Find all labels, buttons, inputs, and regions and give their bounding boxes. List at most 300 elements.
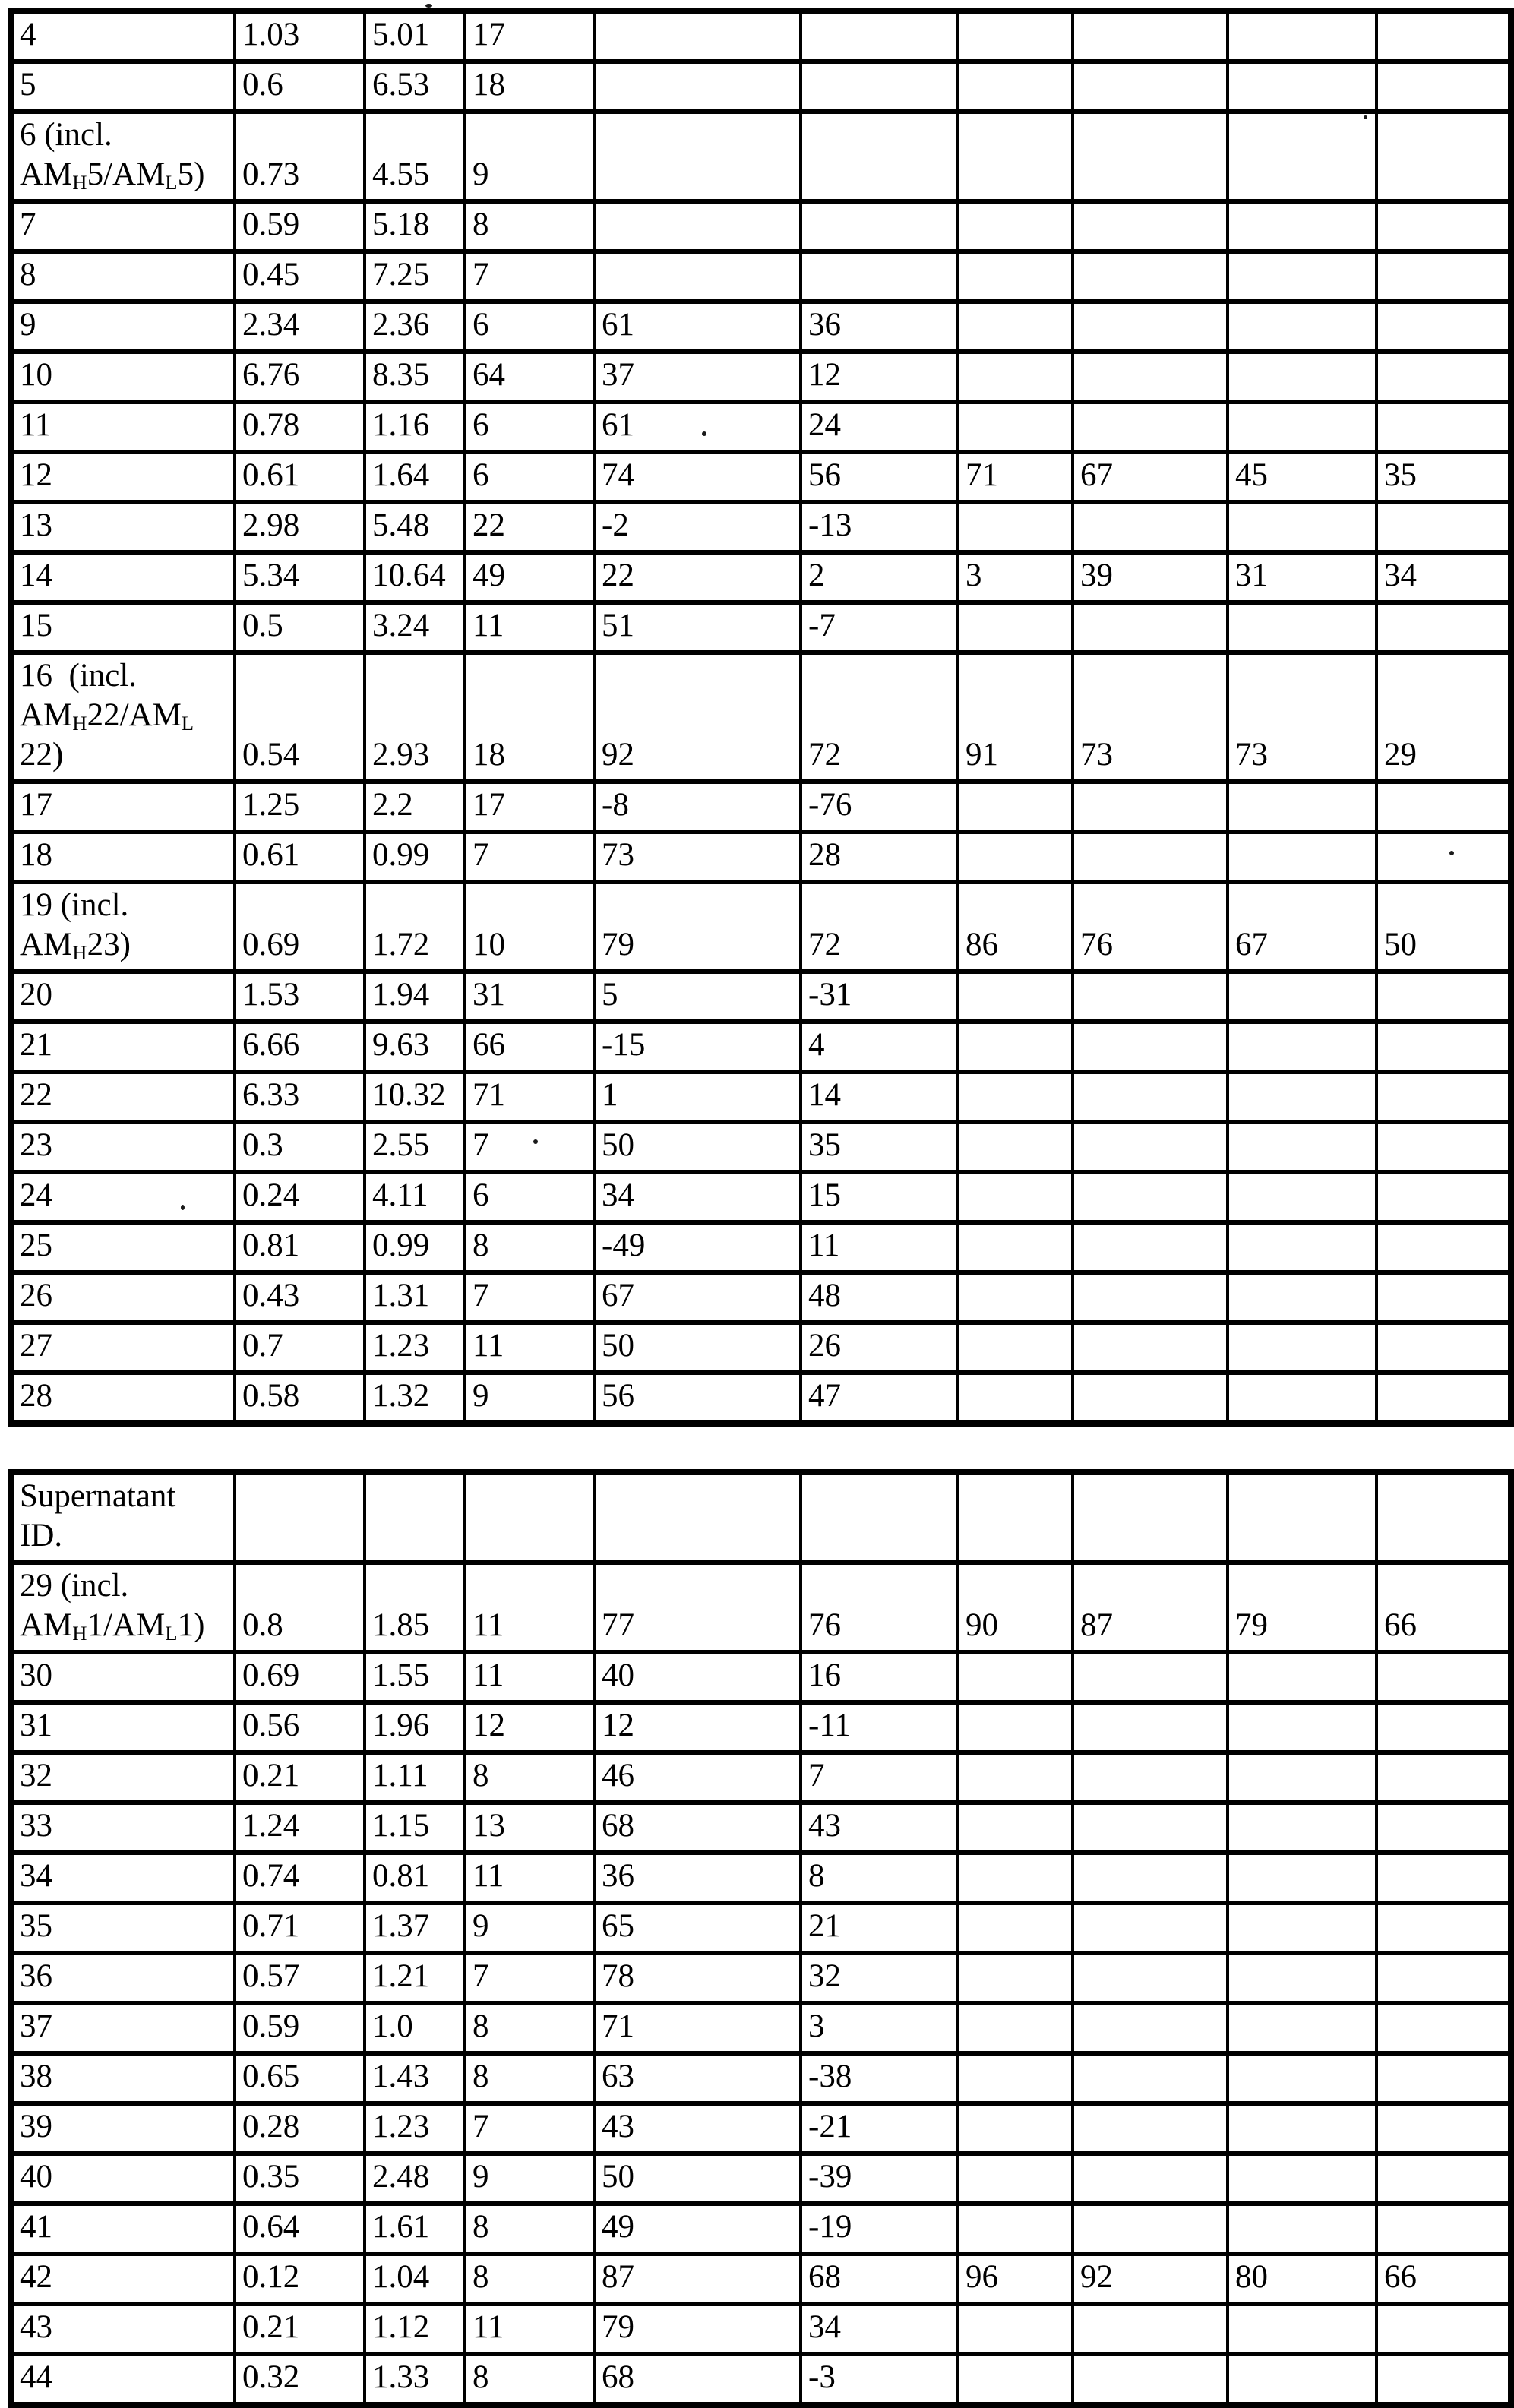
results-table-upper <box>8 8 1514 1427</box>
value-cell: 68 <box>801 2254 958 2304</box>
value-cell <box>1377 602 1511 653</box>
value-cell: 78 <box>594 1953 801 2003</box>
row-label: 19 (incl. $AM_H23$) <box>11 882 235 972</box>
table-row <box>11 972 1511 1022</box>
table-row <box>11 1953 1511 2003</box>
value-cell <box>958 2003 1073 2053</box>
value-cell <box>1228 1803 1377 1853</box>
value-cell: 6 <box>465 402 594 452</box>
value-cell <box>958 1953 1073 2003</box>
value-cell: 0.35 <box>235 2154 365 2204</box>
table-row <box>11 2053 1511 2103</box>
value-cell: 10.64 <box>365 552 465 602</box>
value-cell <box>1228 2304 1377 2354</box>
value-cell: 46 <box>594 1752 801 1803</box>
value-cell: 48 <box>801 1272 958 1323</box>
value-cell: 3 <box>958 552 1073 602</box>
value-cell <box>958 251 1073 302</box>
value-cell: 66 <box>465 1022 594 1072</box>
value-cell: 1.31 <box>365 1272 465 1323</box>
value-cell <box>1073 782 1228 832</box>
value-cell <box>958 11 1073 62</box>
value-cell <box>958 1652 1073 1702</box>
value-cell <box>1073 1652 1228 1702</box>
value-cell: 31 <box>1228 552 1377 602</box>
value-cell: 2 <box>801 552 958 602</box>
value-cell <box>1073 2154 1228 2204</box>
value-cell: 0.65 <box>235 2053 365 2103</box>
value-cell: 1.85 <box>365 1563 465 1652</box>
value-cell <box>1228 1853 1377 1903</box>
value-cell <box>958 112 1073 201</box>
value-cell <box>1073 1072 1228 1122</box>
value-cell: 11 <box>465 1323 594 1373</box>
value-cell <box>958 1752 1073 1803</box>
value-cell <box>1073 62 1228 112</box>
value-cell <box>594 201 801 251</box>
row-label: 26 <box>11 1272 235 1323</box>
value-cell: 86 <box>958 882 1073 972</box>
row-label: 29 (incl. $AM_H1/AM_L1$) <box>11 1563 235 1652</box>
value-cell: 8 <box>465 201 594 251</box>
value-cell: 68 <box>594 2354 801 2405</box>
value-cell: 6 <box>465 1172 594 1222</box>
row-label: 41 <box>11 2204 235 2254</box>
value-cell: 50 <box>594 1323 801 1373</box>
value-cell <box>958 832 1073 882</box>
value-cell: 1.61 <box>365 2204 465 2254</box>
value-cell <box>1228 1172 1377 1222</box>
value-cell: 5.34 <box>235 552 365 602</box>
value-cell: 1.23 <box>365 1323 465 1373</box>
value-cell <box>958 2103 1073 2154</box>
value-cell: 8 <box>801 1853 958 1903</box>
value-cell <box>1228 832 1377 882</box>
value-cell: 0.32 <box>235 2354 365 2405</box>
table-row <box>11 2254 1511 2304</box>
value-cell <box>801 62 958 112</box>
value-cell <box>958 402 1073 452</box>
value-cell <box>1377 2304 1511 2354</box>
value-cell: 73 <box>594 832 801 882</box>
value-cell: 11 <box>465 2304 594 2354</box>
value-cell <box>1228 2204 1377 2254</box>
table-row <box>11 402 1511 452</box>
table-row <box>11 1752 1511 1803</box>
value-cell <box>1228 1072 1377 1122</box>
value-cell <box>958 2304 1073 2354</box>
value-cell: 28 <box>801 832 958 882</box>
value-cell <box>1073 1122 1228 1172</box>
value-cell <box>1228 1022 1377 1072</box>
value-cell: 0.45 <box>235 251 365 302</box>
value-cell <box>1228 352 1377 402</box>
table-row <box>11 882 1511 972</box>
value-cell <box>365 1472 465 1563</box>
table-row <box>11 1563 1511 1652</box>
value-cell <box>1377 1702 1511 1752</box>
value-cell: 51 <box>594 602 801 653</box>
value-cell: 1.72 <box>365 882 465 972</box>
value-cell <box>465 1472 594 1563</box>
value-cell: 0.99 <box>365 1222 465 1272</box>
value-cell <box>1228 251 1377 302</box>
value-cell: -21 <box>801 2103 958 2154</box>
value-cell <box>1073 2053 1228 2103</box>
value-cell <box>1228 402 1377 452</box>
value-cell: 6 <box>465 302 594 352</box>
value-cell: 1.15 <box>365 1803 465 1853</box>
value-cell: 50 <box>594 1122 801 1172</box>
value-cell <box>1228 2354 1377 2405</box>
value-cell <box>1228 1652 1377 1702</box>
value-cell <box>1228 2103 1377 2154</box>
value-cell: 1.03 <box>235 11 365 62</box>
value-cell <box>1073 1222 1228 1272</box>
value-cell <box>958 1903 1073 1953</box>
value-cell <box>1073 1752 1228 1803</box>
value-cell: 66 <box>1377 1563 1511 1652</box>
value-cell: 56 <box>594 1373 801 1424</box>
value-cell: 91 <box>958 653 1073 782</box>
value-cell <box>958 1022 1073 1072</box>
value-cell: 2.34 <box>235 302 365 352</box>
value-cell <box>1377 1903 1511 1953</box>
value-cell: 24 <box>801 402 958 452</box>
value-cell <box>1073 11 1228 62</box>
value-cell <box>958 2154 1073 2204</box>
row-label: 10 <box>11 352 235 402</box>
table-row <box>11 452 1511 502</box>
value-cell: 10.32 <box>365 1072 465 1122</box>
value-cell: 0.81 <box>365 1853 465 1903</box>
value-cell: 10 <box>465 882 594 972</box>
table-row <box>11 602 1511 653</box>
value-cell <box>1228 1953 1377 2003</box>
value-cell: -39 <box>801 2154 958 2204</box>
value-cell: 8.35 <box>365 352 465 402</box>
value-cell: -76 <box>801 782 958 832</box>
value-cell: 11 <box>465 602 594 653</box>
table-row <box>11 1022 1511 1072</box>
value-cell: 17 <box>465 782 594 832</box>
value-cell: 36 <box>801 302 958 352</box>
value-cell <box>958 1072 1073 1122</box>
value-cell <box>958 2354 1073 2405</box>
value-cell: 7 <box>801 1752 958 1803</box>
value-cell: 15 <box>801 1172 958 1222</box>
value-cell: 8 <box>465 2254 594 2304</box>
value-cell <box>594 62 801 112</box>
row-label: 24 <box>11 1172 235 1222</box>
value-cell: 8 <box>465 2053 594 2103</box>
value-cell <box>235 1472 365 1563</box>
value-cell: 0.64 <box>235 2204 365 2254</box>
value-cell: 9 <box>465 112 594 201</box>
value-cell <box>1073 112 1228 201</box>
value-cell: 64 <box>465 352 594 402</box>
value-cell: 0.21 <box>235 1752 365 1803</box>
table-row <box>11 2304 1511 2354</box>
value-cell: 4.55 <box>365 112 465 201</box>
value-cell <box>1377 1272 1511 1323</box>
value-cell <box>1228 11 1377 62</box>
value-cell: 0.8 <box>235 1563 365 1652</box>
value-cell <box>1377 1323 1511 1373</box>
value-cell <box>801 11 958 62</box>
value-cell: 0.57 <box>235 1953 365 2003</box>
value-cell <box>1377 1472 1511 1563</box>
table-row <box>11 1652 1511 1702</box>
value-cell <box>1073 1903 1228 1953</box>
scan-speckle <box>1364 115 1367 119</box>
row-label: 11 <box>11 402 235 452</box>
value-cell: 1.21 <box>365 1953 465 2003</box>
value-cell: 9.63 <box>365 1022 465 1072</box>
value-cell <box>1228 2003 1377 2053</box>
value-cell <box>958 602 1073 653</box>
value-cell <box>1073 302 1228 352</box>
row-label: 14 <box>11 552 235 602</box>
table-row <box>11 11 1511 62</box>
value-cell <box>958 1702 1073 1752</box>
value-cell <box>1377 251 1511 302</box>
value-cell: 1.96 <box>365 1702 465 1752</box>
value-cell: 43 <box>594 2103 801 2154</box>
value-cell: 73 <box>1073 653 1228 782</box>
table-row <box>11 653 1511 782</box>
value-cell: 0.71 <box>235 1903 365 1953</box>
value-cell: 96 <box>958 2254 1073 2304</box>
value-cell <box>1377 11 1511 62</box>
value-cell: 9 <box>465 1373 594 1424</box>
tables-wrap <box>8 8 1508 2408</box>
value-cell <box>958 1172 1073 1222</box>
value-cell: 2.48 <box>365 2154 465 2204</box>
value-cell: 92 <box>594 653 801 782</box>
value-cell: 1.53 <box>235 972 365 1022</box>
value-cell <box>958 352 1073 402</box>
value-cell: 26 <box>801 1323 958 1373</box>
value-cell: 35 <box>801 1122 958 1172</box>
value-cell <box>958 502 1073 552</box>
value-cell: 77 <box>594 1563 801 1652</box>
value-cell: 76 <box>801 1563 958 1652</box>
value-cell <box>1228 972 1377 1022</box>
value-cell: 2.98 <box>235 502 365 552</box>
value-cell <box>958 1803 1073 1853</box>
value-cell <box>801 1472 958 1563</box>
value-cell: 74 <box>594 452 801 502</box>
value-cell: 6.76 <box>235 352 365 402</box>
value-cell: 50 <box>1377 882 1511 972</box>
value-cell: 1.24 <box>235 1803 365 1853</box>
value-cell: 1.94 <box>365 972 465 1022</box>
value-cell <box>1228 1122 1377 1172</box>
value-cell <box>1073 1803 1228 1853</box>
value-cell: 35 <box>1377 452 1511 502</box>
row-label: 21 <box>11 1022 235 1072</box>
value-cell <box>1377 1803 1511 1853</box>
value-cell: 1.37 <box>365 1903 465 1953</box>
value-cell: 67 <box>1228 882 1377 972</box>
value-cell <box>1073 352 1228 402</box>
value-cell: 68 <box>594 1803 801 1853</box>
value-cell: 1.32 <box>365 1373 465 1424</box>
value-cell <box>1073 972 1228 1022</box>
value-cell <box>801 201 958 251</box>
value-cell: 14 <box>801 1072 958 1122</box>
scan-speckle <box>1449 851 1454 855</box>
value-cell: 87 <box>1073 1563 1228 1652</box>
value-cell <box>1377 112 1511 201</box>
value-cell: 29 <box>1377 653 1511 782</box>
table-row <box>11 2354 1511 2405</box>
value-cell: 2.55 <box>365 1122 465 1172</box>
value-cell: 8 <box>465 2204 594 2254</box>
value-cell: 90 <box>958 1563 1073 1652</box>
value-cell: 0.74 <box>235 1853 365 1903</box>
value-cell: 39 <box>1073 552 1228 602</box>
value-cell: 17 <box>465 11 594 62</box>
value-cell: 18 <box>465 62 594 112</box>
scan-speckle <box>533 1139 538 1144</box>
row-label: 17 <box>11 782 235 832</box>
value-cell: 0.3 <box>235 1122 365 1172</box>
table-row <box>11 502 1511 552</box>
value-cell <box>594 1472 801 1563</box>
value-cell <box>1228 1323 1377 1373</box>
value-cell: 22 <box>465 502 594 552</box>
value-cell: 0.6 <box>235 62 365 112</box>
value-cell: 12 <box>801 352 958 402</box>
value-cell <box>801 251 958 302</box>
value-cell <box>1377 1853 1511 1903</box>
scan-speckle <box>425 4 432 8</box>
value-cell: 1.11 <box>365 1752 465 1803</box>
value-cell: 0.81 <box>235 1222 365 1272</box>
table-row <box>11 2103 1511 2154</box>
value-cell: 79 <box>594 882 801 972</box>
results-table-lower <box>8 1469 1514 2408</box>
value-cell: 8 <box>465 1222 594 1272</box>
value-cell <box>958 201 1073 251</box>
value-cell: 34 <box>801 2304 958 2354</box>
value-cell <box>1377 1953 1511 2003</box>
value-cell <box>1073 1323 1228 1373</box>
value-cell <box>958 302 1073 352</box>
value-cell: 61 <box>594 402 801 452</box>
value-cell <box>1377 1652 1511 1702</box>
value-cell: 1.23 <box>365 2103 465 2154</box>
row-label: 40 <box>11 2154 235 2204</box>
value-cell: 9 <box>465 1903 594 1953</box>
value-cell: 67 <box>594 1272 801 1323</box>
value-cell <box>1377 832 1511 882</box>
value-cell <box>958 2204 1073 2254</box>
value-cell <box>1228 112 1377 201</box>
row-label: 34 <box>11 1853 235 1903</box>
value-cell: 11 <box>801 1222 958 1272</box>
value-cell: 92 <box>1073 2254 1228 2304</box>
value-cell <box>958 1323 1073 1373</box>
value-cell: 0.59 <box>235 2003 365 2053</box>
value-cell: 5.18 <box>365 201 465 251</box>
value-cell: 5.01 <box>365 11 465 62</box>
table-row <box>11 1172 1511 1222</box>
value-cell: 1.0 <box>365 2003 465 2053</box>
value-cell <box>1073 201 1228 251</box>
row-label: 9 <box>11 302 235 352</box>
value-cell <box>958 2053 1073 2103</box>
value-cell <box>1228 62 1377 112</box>
value-cell <box>594 11 801 62</box>
value-cell <box>958 1222 1073 1272</box>
value-cell: 5.48 <box>365 502 465 552</box>
row-label: 43 <box>11 2304 235 2354</box>
value-cell <box>1377 2154 1511 2204</box>
value-cell <box>1228 782 1377 832</box>
value-cell: 11 <box>465 1853 594 1903</box>
value-cell: 0.61 <box>235 452 365 502</box>
value-cell: 76 <box>1073 882 1228 972</box>
value-cell: 0.21 <box>235 2304 365 2354</box>
row-label: Supernatant ID. <box>11 1472 235 1563</box>
value-cell <box>1073 2304 1228 2354</box>
value-cell: 1.16 <box>365 402 465 452</box>
table-row <box>11 1472 1511 1563</box>
value-cell <box>1073 502 1228 552</box>
value-cell <box>1228 2053 1377 2103</box>
value-cell: 73 <box>1228 653 1377 782</box>
table-row <box>11 1272 1511 1323</box>
row-label: 33 <box>11 1803 235 1853</box>
scan-speckle <box>702 431 706 436</box>
value-cell: 16 <box>801 1652 958 1702</box>
value-cell: 22 <box>594 552 801 602</box>
value-cell <box>1073 1272 1228 1323</box>
value-cell <box>1377 1752 1511 1803</box>
value-cell: 0.56 <box>235 1702 365 1752</box>
table-row <box>11 62 1511 112</box>
value-cell: -3 <box>801 2354 958 2405</box>
row-label: 7 <box>11 201 235 251</box>
value-cell: 1.12 <box>365 2304 465 2354</box>
value-cell: -13 <box>801 502 958 552</box>
row-label: 16 (incl. $AM_H22/AM_L$ 22) <box>11 653 235 782</box>
value-cell: 1.55 <box>365 1652 465 1702</box>
value-cell <box>1377 502 1511 552</box>
row-label: 18 <box>11 832 235 882</box>
value-cell: 34 <box>1377 552 1511 602</box>
row-label: 42 <box>11 2254 235 2304</box>
value-cell: -19 <box>801 2204 958 2254</box>
value-cell: 0.28 <box>235 2103 365 2154</box>
value-cell <box>1228 201 1377 251</box>
value-cell: 0.73 <box>235 112 365 201</box>
value-cell: -49 <box>594 1222 801 1272</box>
value-cell: 34 <box>594 1172 801 1222</box>
value-cell: 1.25 <box>235 782 365 832</box>
value-cell <box>1377 352 1511 402</box>
value-cell: 61 <box>594 302 801 352</box>
value-cell: 4 <box>801 1022 958 1072</box>
value-cell: 40 <box>594 1652 801 1702</box>
value-cell <box>1228 1472 1377 1563</box>
value-cell: 80 <box>1228 2254 1377 2304</box>
value-cell: 11 <box>465 1652 594 1702</box>
value-cell: 0.5 <box>235 602 365 653</box>
